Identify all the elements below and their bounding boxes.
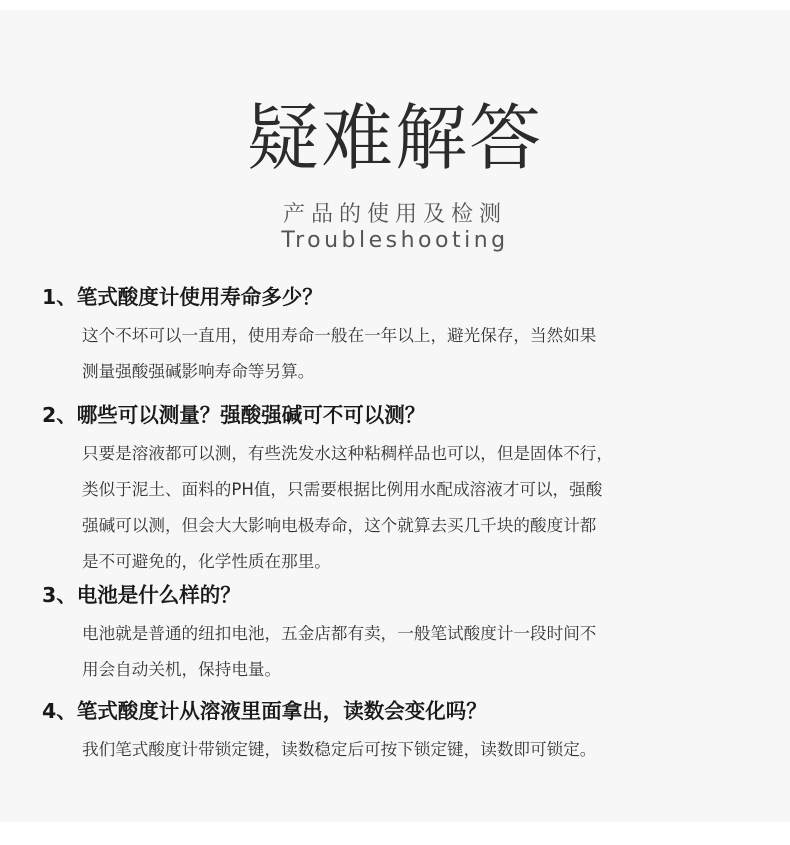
faq-question: 2、哪些可以测量？强酸强碱可不可以测？ (42, 403, 426, 427)
answer-line: 只要是溶液都可以测，有些洗发水这种粘稠样品也可以，但是固体不行， (82, 444, 613, 463)
content-panel (0, 10, 790, 822)
faq-answer (82, 436, 722, 580)
answer-line: 我们笔式酸度计带锁定键，读数稳定后可按下锁定键，读数即可锁定。 (82, 740, 597, 759)
faq-item-4 (42, 696, 762, 768)
faq-answer (82, 732, 722, 768)
answer-line: 测量强酸强碱影响寿命等另算。 (82, 362, 315, 381)
faq-item-1 (42, 282, 762, 390)
faq-question: 4、笔式酸度计从溶液里面拿出，读数会变化吗？ (42, 699, 487, 723)
faq-answer (82, 616, 722, 688)
subtitle-english: Troubleshooting (281, 228, 509, 253)
answer-line: 是不可避免的，化学性质在那里。 (82, 552, 331, 571)
page-title: 疑难解答 (246, 96, 543, 180)
faq-item-2 (42, 400, 762, 580)
answer-line: 这个不坏可以一直用，使用寿命一般在一年以上，避光保存，当然如果 (82, 326, 597, 345)
faq-question: 3、电池是什么样的？ (42, 583, 241, 607)
faq-item-3 (42, 580, 762, 688)
answer-line: 用会自动关机，保持电量。 (82, 660, 282, 679)
answer-line: 类似于泥土、面料的PH值，只需要根据比例用水配成溶液才可以，强酸 (82, 480, 603, 499)
faq-answer (82, 318, 722, 390)
faq-question: 1、笔式酸度计使用寿命多少？ (42, 285, 323, 309)
answer-line: 电池就是普通的纽扣电池，五金店都有卖，一般笔试酸度计一段时间不 (82, 624, 597, 643)
answer-line: 强碱可以测，但会大大影响电极寿命，这个就算去买几千块的酸度计都 (82, 516, 597, 535)
subtitle-chinese: 产品的使用及检测 (282, 202, 507, 227)
